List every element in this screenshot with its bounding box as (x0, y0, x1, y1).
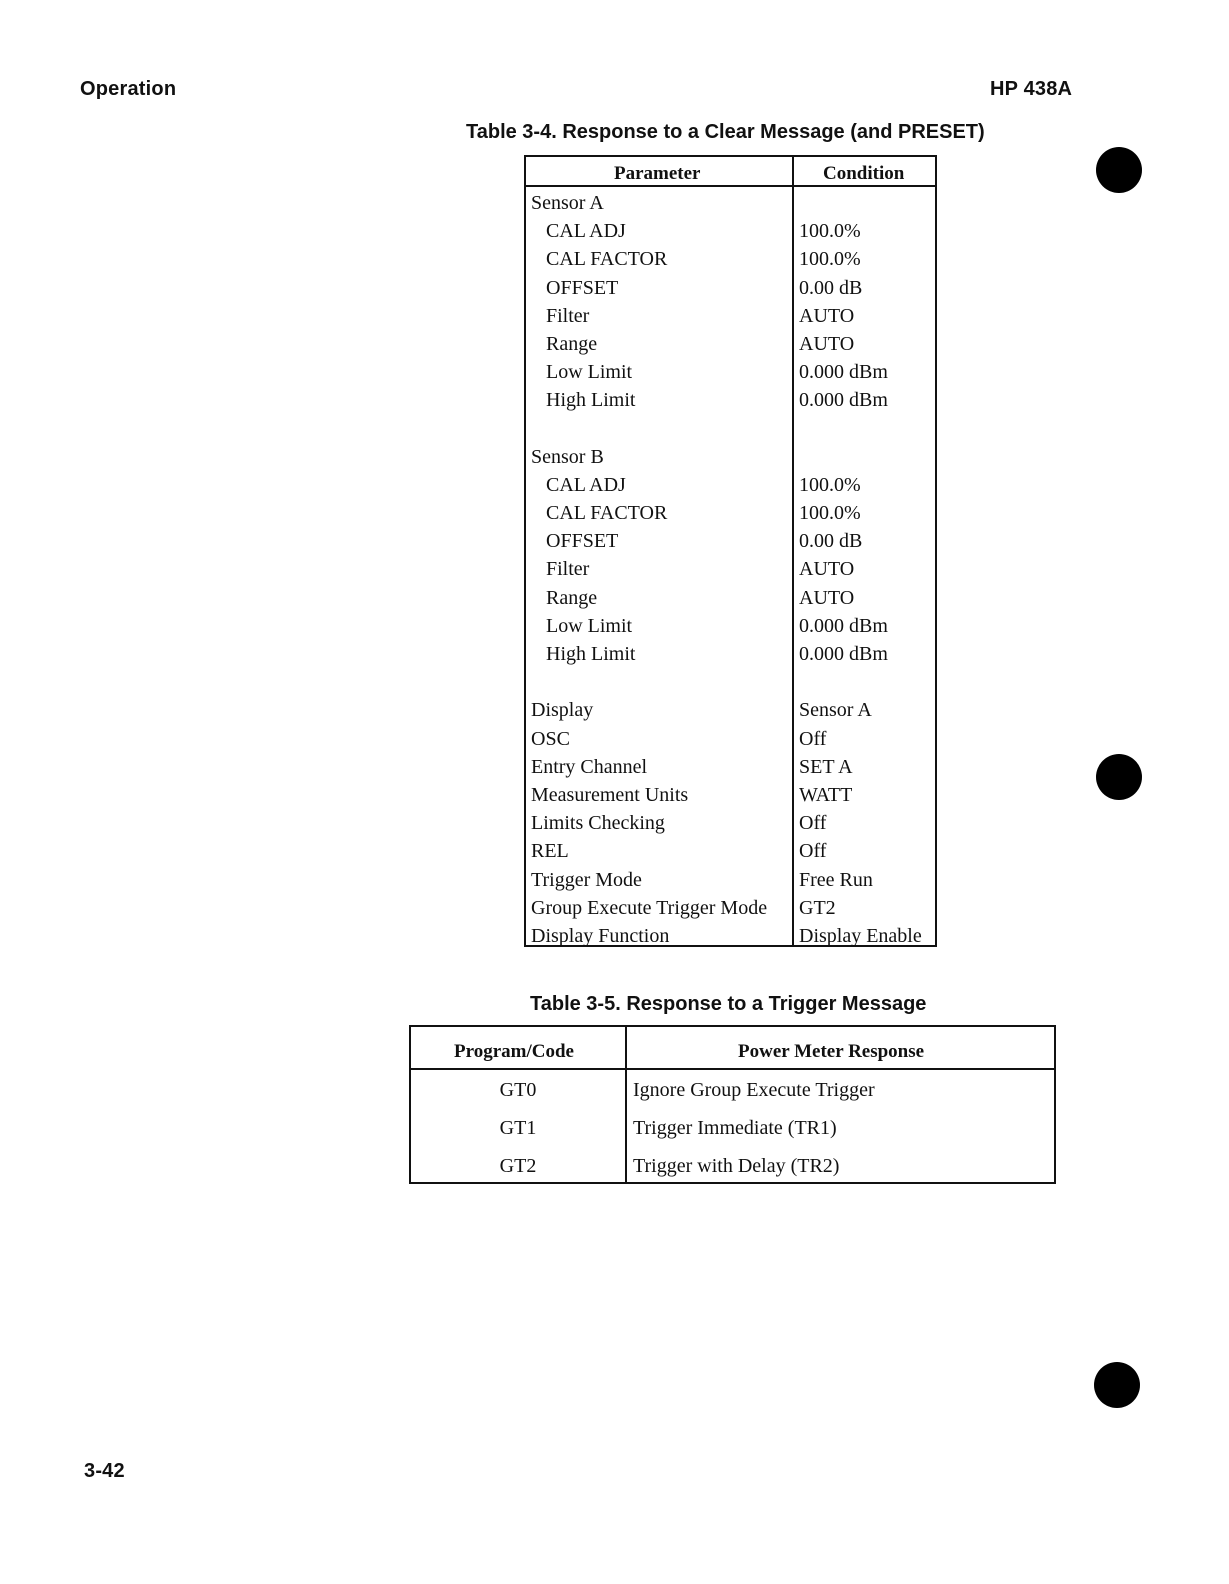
table-row (526, 359, 935, 387)
parameter-cell: High Limit (546, 643, 636, 665)
condition-cell: Off (799, 840, 827, 863)
table-row (411, 1117, 1054, 1155)
table-row (411, 1155, 1054, 1193)
parameter-cell: Measurement Units (531, 783, 689, 806)
condition-cell: 0.000 dBm (799, 389, 888, 412)
table-row (526, 190, 935, 218)
condition-cell: 0.00 dB (799, 530, 863, 553)
section-header: Operation (80, 78, 177, 100)
parameter-cell: Range (546, 332, 598, 355)
table-row (526, 246, 935, 274)
table-row (526, 895, 935, 923)
table-3-5-caption: Table 3-5. Response to a Trigger Message (530, 993, 927, 1015)
clear-message-table (524, 155, 937, 947)
condition-cell: AUTO (799, 586, 855, 609)
condition-cell: 100.0% (799, 502, 861, 525)
response-cell: Ignore Group Execute Trigger (633, 1079, 875, 1101)
table-row (526, 528, 935, 556)
parameter-cell: High Limit (546, 389, 636, 412)
table-row (526, 331, 935, 359)
parameter-cell: Filter (546, 304, 590, 327)
header-divider (411, 1068, 1054, 1070)
parameter-cell: OFFSET (546, 276, 619, 299)
table-row (526, 556, 935, 584)
table-row (526, 697, 935, 725)
condition-cell: AUTO (799, 304, 855, 327)
binding-hole-mark (1094, 1362, 1140, 1408)
response-cell: Trigger with Delay (TR2) (633, 1155, 840, 1177)
response-column-header: Power Meter Response (738, 1041, 925, 1062)
table-row (526, 585, 935, 613)
parameter-cell: Range (546, 586, 598, 609)
parameter-cell: Limits Checking (531, 812, 665, 835)
table-row (526, 387, 935, 415)
table-3-4-caption: Table 3-4. Response to a Clear Message (and PRESET) (466, 121, 985, 143)
table-row (526, 641, 935, 669)
condition-cell: 100.0% (799, 220, 861, 243)
program-code-cell: GT1 (499, 1117, 537, 1139)
condition-cell: 0.000 dBm (799, 614, 888, 637)
parameter-column-header: Parameter (614, 163, 701, 184)
condition-cell: GT2 (799, 896, 836, 919)
condition-cell: Sensor A (799, 699, 872, 722)
parameter-cell: Sensor B (531, 445, 604, 468)
program-code-cell: GT2 (499, 1155, 537, 1177)
parameter-cell: Trigger Mode (531, 868, 642, 891)
parameter-cell: CAL FACTOR (546, 502, 668, 525)
parameter-cell: Entry Channel (531, 755, 648, 778)
parameter-cell: Display (531, 699, 594, 722)
table-row (526, 416, 935, 444)
parameter-cell: OFFSET (546, 530, 619, 553)
condition-cell: SET A (799, 755, 853, 778)
table-row (526, 472, 935, 500)
condition-cell: Free Run (799, 868, 873, 891)
condition-cell: 100.0% (799, 473, 861, 496)
parameter-cell: Filter (546, 558, 590, 581)
table-row (526, 500, 935, 528)
table-row (526, 444, 935, 472)
condition-cell: 100.0% (799, 248, 861, 271)
header-divider (526, 185, 935, 187)
model-header: HP 438A (990, 78, 1073, 100)
parameter-cell: CAL ADJ (546, 220, 626, 243)
table-row (526, 303, 935, 331)
condition-cell: 0.000 dBm (799, 361, 888, 384)
table-row (526, 218, 935, 246)
table-row (411, 1079, 1054, 1117)
table-row (526, 782, 935, 810)
parameter-cell: Group Execute Trigger Mode (531, 896, 768, 919)
clear-message-rows (526, 190, 935, 951)
binding-hole-mark (1096, 147, 1142, 193)
condition-cell: 0.00 dB (799, 276, 863, 299)
parameter-cell: Sensor A (531, 192, 604, 214)
condition-cell: Off (799, 812, 827, 835)
condition-cell: 0.000 dBm (799, 643, 888, 665)
page-number: 3-42 (84, 1460, 125, 1482)
parameter-cell: REL (531, 840, 569, 863)
condition-cell: Off (799, 727, 827, 750)
table-row (526, 810, 935, 838)
parameter-cell: Low Limit (546, 361, 633, 384)
table-row (526, 669, 935, 697)
condition-cell: WATT (799, 783, 853, 806)
binding-hole-mark (1096, 754, 1142, 800)
program-code-column-header: Program/Code (454, 1041, 574, 1062)
table-row (526, 923, 935, 951)
program-code-cell: GT0 (499, 1079, 537, 1101)
trigger-message-table (409, 1025, 1056, 1184)
condition-column-header: Condition (823, 163, 905, 184)
table-row (526, 726, 935, 754)
table-row (526, 754, 935, 782)
table-row (526, 613, 935, 641)
parameter-cell: CAL FACTOR (546, 248, 668, 271)
parameter-cell: OSC (531, 727, 570, 750)
response-cell: Trigger Immediate (TR1) (633, 1117, 837, 1139)
condition-cell: Display Enable (799, 924, 922, 947)
table-row (526, 275, 935, 303)
parameter-cell: Low Limit (546, 614, 633, 637)
table-row (526, 838, 935, 866)
table-row (526, 867, 935, 895)
parameter-cell: CAL ADJ (546, 473, 626, 496)
condition-cell: AUTO (799, 558, 855, 581)
parameter-cell: Display Function (531, 924, 670, 947)
condition-cell: AUTO (799, 332, 855, 355)
